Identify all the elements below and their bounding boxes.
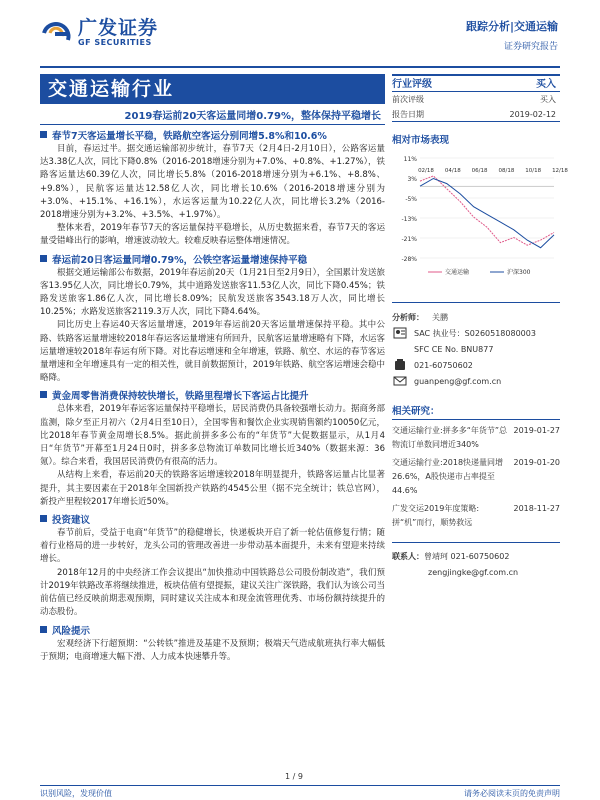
email-icon bbox=[392, 374, 408, 388]
rating-bar bbox=[392, 74, 560, 92]
analyst-email[interactable]: guanpeng@gf.com.cn bbox=[414, 376, 502, 386]
sfc-row bbox=[392, 341, 560, 357]
rating-value: 买入 bbox=[536, 79, 556, 90]
related-research-text: 交通运输行业:2018快递量同增26.6%，A股快递市占率提至44.6% bbox=[392, 458, 504, 495]
report-category: 跟踪分析|交通运输 bbox=[465, 20, 558, 33]
report-headline: 2019春运前20天客运量同增0.79%，整体保持平稳增长 bbox=[40, 109, 385, 125]
x-tick-label: 08/18 bbox=[498, 168, 515, 174]
section-bullet-icon bbox=[40, 255, 47, 262]
analyst-name: 关鹏 bbox=[432, 312, 448, 322]
section-bullet-icon bbox=[40, 391, 47, 398]
report-date-label: 报告日期 bbox=[392, 110, 424, 119]
related-research-date: 2018-11-27 bbox=[513, 504, 560, 513]
section-paragraph: 2018年12月的中央经济工作会议提出“加快推动中国铁路总公司股份制改造”，我们预计2019年铁路改革将继续推进，板块估值有望提振，建议关注广深铁路，我们认为该公司当前估值已经反映前期悲观预期，同时建议关注成本和现金流管理优秀、市场份额持续提升的动态股份。 bbox=[40, 567, 385, 618]
section-bullet-icon bbox=[40, 515, 47, 522]
section-title bbox=[40, 254, 385, 267]
section-paragraph: 目前，春运过半。据交通运输部初步统计，春节7天（2月4日-2月10日），公路客运量达3.38亿人次，同比下降0.8%（2016-2018增速分别为+7.0%、+0.8%、+1.27%），铁路客运量达60.39亿人次，同比增长5.8%（2016-2018增速分别为+6.1%、+8.8%、+9.8%），民航客运量达12.58亿人次，同比增长10.6%（2016-2018增速分别为+3.0%、+15.1%、+16.1%），水运客运量为10.22亿人次，同比增长3.2%（2016-2018增速分别为+3.2%、+3.5%、+1.97%）。 bbox=[40, 144, 385, 221]
related-research-item[interactable] bbox=[392, 502, 560, 530]
y-tick-label: -5% bbox=[405, 196, 417, 203]
performance-chart-svg bbox=[392, 150, 568, 280]
related-research-title: 相关研究： bbox=[392, 403, 560, 420]
report-date-row bbox=[392, 107, 560, 122]
analyst-name-row bbox=[392, 309, 560, 325]
section-title bbox=[40, 514, 385, 527]
series-line bbox=[420, 179, 554, 248]
report-date-value: 2019-02-12 bbox=[509, 110, 556, 119]
section-paragraph: 整体来看，2019年春节7天的客运量保持平稳增长，从历史数据来看，春节7天的客运量受错峰出行的影响，增速波动较大。较难反映春运整体增速情况。 bbox=[40, 223, 385, 247]
report-sections bbox=[40, 130, 385, 664]
phone-row bbox=[392, 357, 560, 373]
section-title-text: 投资建议 bbox=[52, 515, 91, 527]
legend-label: 沪深300 bbox=[507, 269, 531, 276]
section-title bbox=[40, 130, 385, 143]
section-bullet-icon bbox=[40, 131, 47, 138]
section-paragraph: 根据交通运输部公布数据，2019年春运前20天（1月21日至2月9日），全国累计发送旅客13.95亿人次，同比增长0.79%，其中道路发送旅客11.53亿人次，同比下降0.45%；铁路发送旅客1.86亿人次，同比增长8.09%；民航发送旅客3543.18万人次，同比增长10.25%；水路发送旅客2119.3万人次，同比下降4.64%。 bbox=[40, 267, 385, 318]
contact-block bbox=[392, 542, 560, 581]
contact-label: 联系人： bbox=[392, 552, 424, 561]
section-paragraph: 同比历史上春运40天客运量增速，2019年春运前20天客运量增速保持平稳。其中公路、铁路客运量增速较2018年春运客运量增速有所回升，民航客运量增速略有下降，水运客运量增速较2018年春运有所下降。对比春运增速和全年增速，铁路、航空、水运的春节客运量增速和全年增速具有一定的相关性，就目前数据预计，2019年铁路、航空客运增速会稳中略降。 bbox=[40, 320, 385, 384]
section-bullet-icon bbox=[40, 626, 47, 633]
y-tick-label: -13% bbox=[401, 216, 417, 223]
page-number: 1 / 9 bbox=[285, 772, 303, 781]
phone-icon bbox=[392, 358, 408, 372]
footer-slogan: 识别风险，发现价值 bbox=[40, 789, 112, 798]
footer-disclaimer: 请务必阅读末页的免责声明 bbox=[464, 789, 560, 798]
main-column bbox=[40, 74, 385, 664]
gf-logo-icon bbox=[40, 18, 74, 48]
sac-row bbox=[392, 325, 560, 341]
perf-chart-title: 相对市场表现 bbox=[392, 135, 450, 146]
footer bbox=[40, 785, 560, 799]
contact-name: 曾靖珂 021-60750602 bbox=[424, 552, 510, 561]
section-title bbox=[40, 625, 385, 638]
id-card-icon bbox=[392, 326, 408, 340]
section-title bbox=[40, 390, 385, 403]
sac-number: SAC 执业号：S0260518080003 bbox=[414, 328, 536, 338]
prev-rating-value: 买入 bbox=[540, 95, 556, 104]
prev-rating-row bbox=[392, 92, 560, 107]
contact-email[interactable]: zengjingke@gf.com.cn bbox=[428, 568, 519, 577]
legend-label: 交通运输 bbox=[445, 269, 470, 276]
y-tick-label: 11% bbox=[403, 156, 417, 163]
related-research-list bbox=[392, 424, 560, 530]
related-research-text: 交通运输行业:拼多多“年货节”总物流订单数同增近340% bbox=[392, 426, 507, 449]
section-paragraph: 从结构上来看，春运前20天的铁路客运增速较2018年明显提升，铁路客运量占比显著提升，其主要因素在于2018年全国新投产铁路约4545公里（据不完全统计；铁总官网），新投产里程较2017年增长近50%。 bbox=[40, 470, 385, 507]
logo-cn-text: 广发证券 bbox=[78, 17, 159, 39]
x-tick-label: 06/18 bbox=[471, 168, 488, 174]
x-tick-label: 10/18 bbox=[525, 168, 542, 174]
x-tick-label: 04/18 bbox=[444, 168, 461, 174]
related-research-date: 2019-01-27 bbox=[513, 426, 560, 435]
y-tick-label: -28% bbox=[401, 256, 417, 263]
prev-rating-label: 前次评级 bbox=[392, 95, 424, 104]
header-divider bbox=[40, 66, 560, 68]
x-tick-label: 12/18 bbox=[552, 168, 568, 174]
rating-label: 行业评级 bbox=[392, 79, 432, 90]
section-paragraph: 宏观经济下行超预期：“公转铁”推进及基建不及预期；极端天气造成航班执行率大幅低于预期；电商增速大幅下滑、人力成本快速攀升等。 bbox=[40, 638, 385, 662]
section-paragraph: 总体来看，2019年春运客运量保持平稳增长，居民消费仍具备较强增长动力。据商务部监测，除夕至正月初六（2月4日至10日），全国零售和餐饮企业实现销售额约10050亿元，比2018年春节黄金周增长8.5%。据此前拼多多公布的“年货节”大促数据显示，从1月4日“年货节”开幕至1月24日0时，拼多多总物流订单数同比增长近340%（数据来源：36氪）。综合来看，我国居民消费仍有很高的活力。 bbox=[40, 404, 385, 468]
section-title-text: 春节7天客运量增长平稳，铁路航空客运分别同增5.8%和10.6% bbox=[52, 131, 327, 142]
report-header bbox=[0, 0, 600, 68]
logo-en-text: GF SECURITIES bbox=[78, 38, 152, 47]
side-column bbox=[392, 74, 568, 581]
analyst-label: 分析师： bbox=[392, 312, 424, 322]
related-research-date: 2019-01-20 bbox=[513, 458, 560, 467]
sfc-number: SFC CE No. BNU877 bbox=[414, 344, 494, 354]
related-research-item[interactable] bbox=[392, 424, 560, 452]
analyst-block bbox=[392, 302, 560, 389]
section-title-text: 黄金周零售消费保持较快增长，铁路里程增长下客运占比提升 bbox=[52, 391, 309, 403]
x-tick-label: 02/18 bbox=[418, 168, 434, 174]
related-research-item[interactable] bbox=[392, 456, 560, 498]
y-tick-label: 3% bbox=[407, 176, 417, 183]
performance-chart bbox=[392, 150, 568, 280]
section-title-text: 风险提示 bbox=[52, 625, 91, 637]
section-title-text: 春运前20日客运量同增0.79%，公铁空客运量增速保持平稳 bbox=[52, 254, 308, 266]
report-subcategory: 证券研究报告 bbox=[503, 42, 558, 52]
gf-logo bbox=[40, 18, 158, 48]
analyst-phone: 021-60750602 bbox=[414, 360, 473, 370]
email-row bbox=[392, 373, 560, 389]
related-research-text: 广发交运2019年度策略:拼“机”而行，顺势救远 bbox=[392, 504, 480, 527]
industry-title: 交通运输行业 bbox=[40, 74, 385, 104]
y-tick-label: -21% bbox=[401, 236, 417, 243]
section-paragraph: 春节前后，受益于电商“年货节”的稳健增长，快递板块开启了新一轮估值修复行情；随着行业格局的进一步转好，龙头公司的管理改善进一步带动基本面提升，未来有望迎来持续增长。 bbox=[40, 528, 385, 565]
